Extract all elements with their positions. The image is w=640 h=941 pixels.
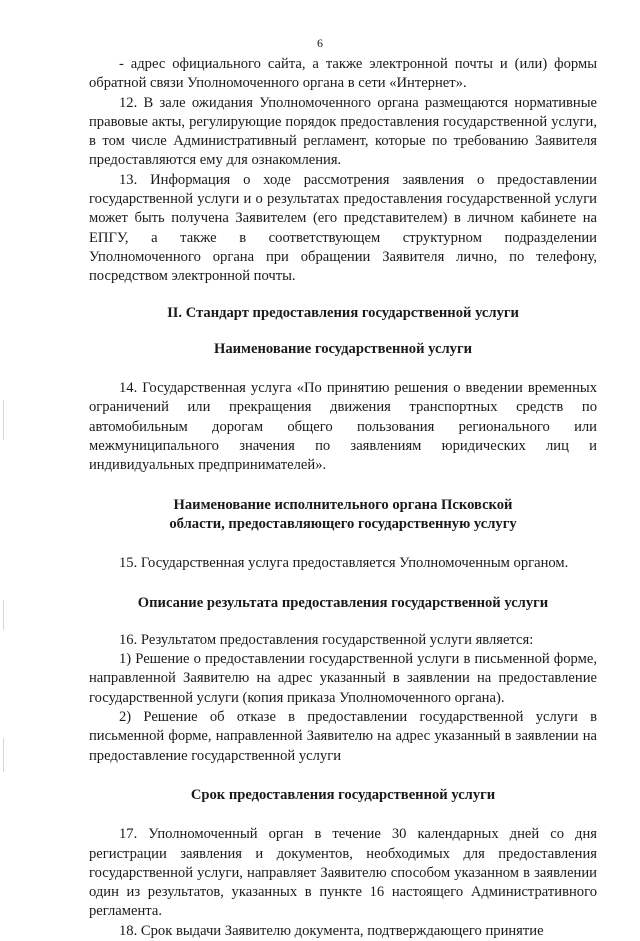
scan-edge-mark bbox=[3, 738, 4, 772]
paragraph-16-2: 2) Решение об отказе в предоставлении государственной услуги в письменной форме, направленной Заявителю на адрес указанный в заявлении на предоставление государственной услуги bbox=[89, 709, 597, 764]
paragraph-12: 12. В зале ожидания Уполномоченного органа размещаются нормативные правовые акты, регулирующие порядок предоставления государственной услуги, в том числе Административный регламент, которые по требованию Заявителя предоставляются ему для ознакомления. bbox=[89, 94, 597, 169]
heading-executive-body-line-2: области, предоставляющего государственную услугу bbox=[169, 515, 517, 532]
page-number: 6 bbox=[317, 36, 323, 50]
heading-term: Срок предоставления государственной услуги bbox=[190, 786, 496, 803]
heading-service-name: Наименование государственной услуги bbox=[214, 340, 472, 357]
section-title: II. Стандарт предоставления государственной услуги bbox=[167, 304, 519, 321]
scan-edge-mark bbox=[3, 600, 4, 630]
paragraph-website: - адрес официального сайта, а также электронной почты и (или) формы обратной связи Уполномоченного органа в сети «Интернет». bbox=[89, 56, 597, 92]
paragraph-15: 15. Государственная услуга предоставляется Уполномоченным органом. bbox=[119, 555, 569, 572]
paragraph-14: 14. Государственная услуга «По принятию решения о введении временных ограничений или прекращения движения транспортных средств по автомобильным дорогам общего пользования регионального или межмуниципального значения по заявлениям юридических лиц и индивидуальных предпринимателей». bbox=[89, 380, 597, 474]
heading-executive-body-line-1: Наименование исполнительного органа Псковской bbox=[173, 496, 513, 513]
paragraph-13: 13. Информация о ходе рассмотрения заявления о предоставлении государственной услуги и о результатах предоставления государственной услуги может быть получена Заявителем (его представителем) в личном кабинете на ЕПГУ, а также в соответствующем структурном подразделении Уполномоченного органа при обращении Заявителя лично, по телефону, посредством электронной почты. bbox=[89, 171, 597, 285]
heading-result: Описание результата предоставления государственной услуги bbox=[137, 594, 549, 611]
scan-edge-mark bbox=[3, 400, 4, 440]
document-body bbox=[89, 55, 597, 941]
paragraph-16: 16. Результатом предоставления государственной услуги является: bbox=[119, 631, 534, 648]
paragraph-17: 17. Уполномоченный орган в течение 30 календарных дней со дня регистрации заявления и документов, необходимых для предоставления государственной услуги, направляет Заявителю способом указанном в заявлении один из результатов, указанных в пункте 16 настоящего Административного регламента. bbox=[89, 826, 597, 920]
paragraph-18: 18. Срок выдачи Заявителю документа, подтверждающего принятие bbox=[119, 922, 544, 939]
paragraph-16-1: 1) Решение о предоставлении государственной услуги в письменной форме, направленной Заявителю на адрес указанный в заявлении на предоставление государственной услуги (копия приказа Уполномоченного органа). bbox=[89, 651, 597, 706]
scan-edge-marks bbox=[0, 0, 8, 904]
